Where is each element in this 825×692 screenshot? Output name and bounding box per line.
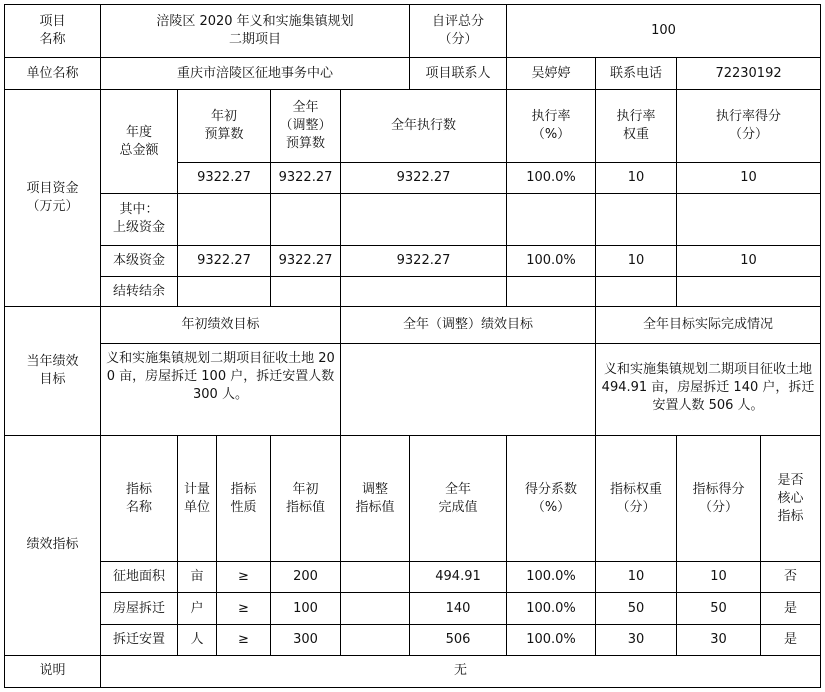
ind-name: 房屋拆迁 bbox=[101, 593, 178, 624]
ind-score: 30 bbox=[677, 624, 761, 655]
funds-col-adjusted: 全年 （调整） 预算数 bbox=[271, 90, 341, 162]
ind-name: 拆迁安置 bbox=[101, 624, 178, 655]
ind-col-name: 指标 名称 bbox=[101, 435, 178, 562]
funds-superior-executed bbox=[341, 193, 507, 245]
goals-header-row bbox=[5, 307, 821, 344]
ind-col-coef: 得分系数 （%） bbox=[507, 435, 596, 562]
goals-adjusted-label: 全年（调整）绩效目标 bbox=[341, 307, 596, 344]
ind-col-core: 是否 核心 指标 bbox=[761, 435, 821, 562]
ind-actual: 506 bbox=[410, 624, 507, 655]
funds-superior-label: 其中： 上级资金 bbox=[101, 193, 178, 245]
funds-local-adjusted: 9322.27 bbox=[271, 246, 341, 277]
project-name-label: 项目 名称 bbox=[5, 5, 101, 58]
funds-local-weight: 10 bbox=[596, 246, 677, 277]
contact-label: 项目联系人 bbox=[410, 58, 507, 90]
phone-label: 联系电话 bbox=[596, 58, 677, 90]
goals-section-label: 当年绩效 目标 bbox=[5, 307, 101, 436]
funds-superior-rate bbox=[507, 193, 596, 245]
funds-superior-weight bbox=[596, 193, 677, 245]
funds-local-executed: 9322.27 bbox=[341, 246, 507, 277]
funds-col-score: 执行率得分 （分） bbox=[677, 90, 821, 162]
ind-weight: 30 bbox=[596, 624, 677, 655]
goals-actual-label: 全年目标实际完成情况 bbox=[596, 307, 821, 344]
funds-carryover-executed bbox=[341, 277, 507, 307]
ind-nature: ≥ bbox=[217, 593, 271, 624]
ind-name: 征地面积 bbox=[101, 562, 178, 593]
ind-score: 10 bbox=[677, 562, 761, 593]
self-score: 100 bbox=[507, 5, 821, 58]
ind-actual: 140 bbox=[410, 593, 507, 624]
table-row bbox=[5, 562, 821, 593]
phone-number: 72230192 bbox=[677, 58, 821, 90]
unit-name-label: 单位名称 bbox=[5, 58, 101, 90]
performance-evaluation-table bbox=[4, 4, 821, 688]
ind-initial: 100 bbox=[271, 593, 341, 624]
ind-nature: ≥ bbox=[217, 624, 271, 655]
self-score-label: 自评总分 （分） bbox=[410, 5, 507, 58]
indicators-header-row bbox=[5, 435, 821, 562]
goals-initial-text: 义和实施集镇规划二期项目征收土地 200 亩，房屋拆迁 100 户，拆迁安置人数 300 人。 bbox=[101, 344, 341, 435]
notes-text: 无 bbox=[101, 655, 821, 687]
notes-row bbox=[5, 655, 821, 687]
funds-total-adjusted: 9322.27 bbox=[271, 162, 341, 193]
goals-adjusted-text bbox=[341, 344, 596, 435]
indicators-section-label: 绩效指标 bbox=[5, 435, 101, 655]
ind-col-score: 指标得分 （分） bbox=[677, 435, 761, 562]
funds-total-rate: 100.0% bbox=[507, 162, 596, 193]
funds-total-score: 10 bbox=[677, 162, 821, 193]
funds-local-budget: 9322.27 bbox=[178, 246, 271, 277]
ind-coef: 100.0% bbox=[507, 562, 596, 593]
ind-unit: 户 bbox=[178, 593, 217, 624]
ind-col-unit: 计量 单位 bbox=[178, 435, 217, 562]
funds-carryover-budget bbox=[178, 277, 271, 307]
funds-carryover-rate bbox=[507, 277, 596, 307]
funds-col-budget: 年初 预算数 bbox=[178, 90, 271, 162]
ind-weight: 50 bbox=[596, 593, 677, 624]
goals-actual-text: 义和实施集镇规划二期项目征收土地 494.91 亩，房屋拆迁 140 户，拆迁安置人数 506 人。 bbox=[596, 344, 821, 435]
funds-carryover-adjusted bbox=[271, 277, 341, 307]
ind-core: 否 bbox=[761, 562, 821, 593]
funds-col-rate: 执行率 （%） bbox=[507, 90, 596, 162]
ind-unit: 人 bbox=[178, 624, 217, 655]
ind-score: 50 bbox=[677, 593, 761, 624]
ind-actual: 494.91 bbox=[410, 562, 507, 593]
project-name: 涪陵区 2020 年义和实施集镇规划 二期项目 bbox=[101, 5, 410, 58]
goals-initial-label: 年初绩效目标 bbox=[101, 307, 341, 344]
table-row bbox=[5, 593, 821, 624]
funds-carryover-label: 结转结余 bbox=[101, 277, 178, 307]
ind-nature: ≥ bbox=[217, 562, 271, 593]
funds-carryover-weight bbox=[596, 277, 677, 307]
funds-section-label: 项目资金 （万元） bbox=[5, 90, 101, 307]
ind-initial: 300 bbox=[271, 624, 341, 655]
funds-superior-row bbox=[5, 193, 821, 245]
notes-label: 说明 bbox=[5, 655, 101, 687]
ind-coef: 100.0% bbox=[507, 624, 596, 655]
ind-core: 是 bbox=[761, 593, 821, 624]
ind-col-actual: 全年 完成值 bbox=[410, 435, 507, 562]
unit-row bbox=[5, 58, 821, 90]
funds-header-row bbox=[5, 90, 821, 162]
funds-superior-adjusted bbox=[271, 193, 341, 245]
unit-name: 重庆市涪陵区征地事务中心 bbox=[101, 58, 410, 90]
funds-local-row bbox=[5, 246, 821, 277]
table-row bbox=[5, 624, 821, 655]
funds-total-executed: 9322.27 bbox=[341, 162, 507, 193]
funds-col-weight: 执行率 权重 bbox=[596, 90, 677, 162]
ind-coef: 100.0% bbox=[507, 593, 596, 624]
ind-core: 是 bbox=[761, 624, 821, 655]
funds-col-executed: 全年执行数 bbox=[341, 90, 507, 162]
funds-total-weight: 10 bbox=[596, 162, 677, 193]
ind-unit: 亩 bbox=[178, 562, 217, 593]
funds-local-rate: 100.0% bbox=[507, 246, 596, 277]
ind-weight: 10 bbox=[596, 562, 677, 593]
funds-superior-score bbox=[677, 193, 821, 245]
ind-initial: 200 bbox=[271, 562, 341, 593]
ind-adjusted bbox=[341, 593, 410, 624]
contact-name: 吴婷婷 bbox=[507, 58, 596, 90]
funds-local-score: 10 bbox=[677, 246, 821, 277]
header-row bbox=[5, 5, 821, 58]
ind-adjusted bbox=[341, 562, 410, 593]
ind-col-weight: 指标权重 （分） bbox=[596, 435, 677, 562]
funds-col-total: 年度 总金额 bbox=[101, 90, 178, 193]
ind-adjusted bbox=[341, 624, 410, 655]
funds-carryover-score bbox=[677, 277, 821, 307]
funds-superior-budget bbox=[178, 193, 271, 245]
funds-carryover-row bbox=[5, 277, 821, 307]
ind-col-adjusted: 调整 指标值 bbox=[341, 435, 410, 562]
ind-col-nature: 指标 性质 bbox=[217, 435, 271, 562]
goals-content-row bbox=[5, 344, 821, 435]
ind-col-initial: 年初 指标值 bbox=[271, 435, 341, 562]
funds-total-budget: 9322.27 bbox=[178, 162, 271, 193]
funds-local-label: 本级资金 bbox=[101, 246, 178, 277]
